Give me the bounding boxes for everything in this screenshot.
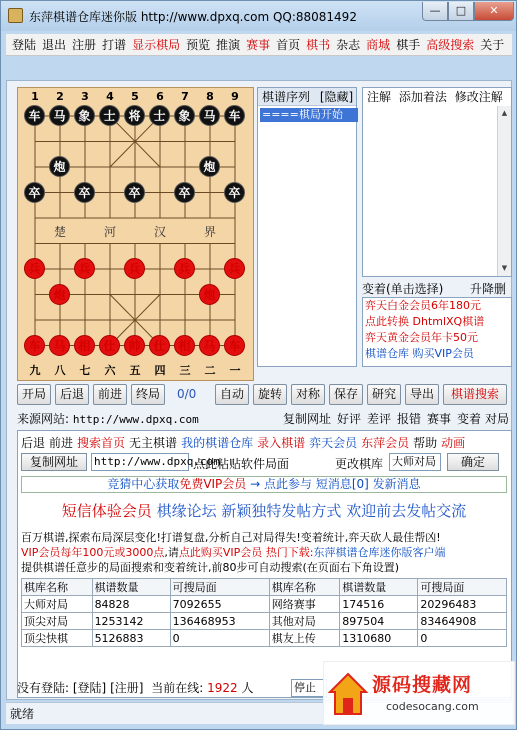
promo-forum[interactable]: 棋缘论坛 [156,502,217,520]
house-logo-icon [328,670,368,718]
red-piece[interactable]: 马 [49,335,70,356]
back-button[interactable]: 后退 [55,384,89,405]
maximize-button[interactable]: □ [448,2,474,21]
notice-free-vip[interactable]: 免费VIP会员 [179,477,247,491]
menu-item[interactable]: 显示棋局 [132,38,181,52]
comment-scrollbar[interactable] [497,106,511,276]
black-piece[interactable]: 马 [199,105,220,126]
copy-url-link[interactable]: 复制网址 [283,412,332,426]
web-link[interactable]: 我的棋谱仓库 [181,436,254,450]
red-piece[interactable]: 炮 [49,284,70,305]
black-piece[interactable]: 士 [149,105,170,126]
table-cell: 136468953 [170,613,269,630]
window-title: 东萍棋谱仓库迷你版 http://www.dpxq.com QQ:88081492 [29,10,357,24]
xiangqi-board[interactable] [17,87,254,381]
info-line-3: 提供棋谱任意步的局面搜索和变着统计,前80步可自动搜索(在页面右下角设置) [21,561,400,574]
online-count: 1922 [207,681,238,695]
red-piece[interactable]: 炮 [199,284,220,305]
web-link[interactable]: 弈天会员 [309,436,358,450]
column-number-bottom: 八 [54,364,66,377]
library-table [21,578,507,647]
not-logged-in: 没有登陆: [17,681,70,695]
web-link-row [21,434,469,451]
menu-item[interactable]: 高级搜索 [426,38,475,52]
river-text: 楚 [54,224,67,239]
table-header-cell: 棋谱数量 [92,579,170,596]
column-number-bottom: 一 [229,364,241,377]
red-piece[interactable]: 车 [224,335,245,356]
red-piece[interactable]: 仕 [99,335,120,356]
column-number-top: 8 [206,90,214,103]
black-piece[interactable]: 士 [99,105,120,126]
notice-join[interactable]: → 点此参与 [250,477,313,491]
notice-quiz[interactable]: 竞猜中心获取 [107,477,180,491]
good-review-link[interactable]: 好评 [337,412,362,426]
table-header-row [22,579,507,596]
column-number-top: 4 [106,90,114,103]
table-cell: 7092655 [170,596,269,613]
table-cell: 5126883 [92,630,170,647]
table-cell[interactable]: 其他对局 [269,613,340,630]
vip-please: ,请 [164,546,179,559]
report-error-link[interactable]: 报错 [397,412,422,426]
promo-post-style[interactable]: 新颖独特发帖方式 [221,502,342,520]
watermark-brand: 源码搜藏网 [372,674,473,696]
menu-item[interactable]: 棋书 [306,38,331,52]
web-link[interactable]: 东萍会员 [361,436,410,450]
scroll-up-icon[interactable]: ▲ [501,109,508,117]
game-link[interactable]: 对局 [485,412,510,426]
black-piece[interactable]: 炮 [49,156,70,177]
web-link[interactable]: 无主棋谱 [129,436,178,450]
red-piece[interactable]: 兵 [124,258,145,279]
table-header-cell: 棋库名称 [22,579,93,596]
column-number-bottom: 三 [179,364,191,377]
tab-add-move[interactable]: 添加着法 [398,90,447,104]
river-text: 汉 [154,224,167,239]
table-header-cell: 可搜局面 [418,579,507,596]
login-link[interactable]: [登陆] [72,681,107,695]
app-icon [8,8,23,23]
menu-item[interactable]: 赛事 [246,38,271,52]
move-sequence-selected[interactable]: ====棋局开始 [260,108,358,122]
status-bar: 就绪 [6,702,512,724]
table-cell[interactable]: 棋友上传 [269,630,340,647]
source-bar [17,410,512,428]
source-url[interactable]: http://www.dpxq.com [72,413,199,426]
notice-bar [21,476,507,493]
web-link[interactable]: 录入棋谱 [257,436,306,450]
red-piece[interactable]: 相 [74,335,95,356]
column-number-bottom: 六 [104,364,116,377]
watermark-domain: codesocang.com [386,700,479,713]
table-cell: 1310680 [340,630,418,647]
variation-list[interactable] [362,297,512,367]
change-library-label: 更改棋库 [335,457,384,471]
control-button-row [17,384,507,406]
bad-review-link[interactable]: 差评 [367,412,392,426]
move-sequence-header [258,88,356,106]
variation-title: 变着(单击选择) [362,282,444,296]
column-number-bottom: 九 [29,364,41,377]
black-piece[interactable]: 卒 [174,182,195,203]
download-client-link[interactable]: 东萍棋谱仓库迷你版客户端 [313,546,446,559]
variation-header [362,280,512,296]
menu-item[interactable]: 登陆 [12,38,37,52]
column-number-top: 2 [56,90,64,103]
source-label: 来源网站: [17,412,70,426]
save-button[interactable]: 保存 [329,384,363,405]
column-number-top: 9 [231,90,239,103]
url-row [21,453,507,473]
web-link[interactable]: 动画 [441,436,466,450]
black-piece[interactable]: 将 [124,105,145,126]
promo-sms-member[interactable]: 短信体验会员 [61,502,152,520]
promo-banner [21,497,507,525]
close-button[interactable]: ✕ [474,2,514,21]
column-number-bottom: 七 [79,364,91,377]
column-number-top: 1 [31,90,39,103]
vip-label: VIP会员 [21,546,61,559]
table-header-cell: 可搜局面 [170,579,269,596]
black-piece[interactable]: 卒 [224,182,245,203]
black-piece[interactable]: 车 [24,105,45,126]
auto-play-button[interactable]: 自动 [215,384,249,405]
notice-messages[interactable]: 短消息[0] [315,477,369,491]
menu-item[interactable]: 关于 [480,38,505,52]
column-number-bottom: 四 [154,364,166,377]
red-piece[interactable]: 兵 [24,258,45,279]
black-piece[interactable]: 卒 [24,182,45,203]
table-header-cell: 棋库名称 [269,579,340,596]
confirm-button[interactable]: 确定 [447,453,499,471]
black-piece[interactable]: 卒 [74,182,95,203]
rotate-button[interactable]: 旋转 [253,384,287,405]
move-counter: 0/0 [177,387,197,401]
menu-bar [6,34,512,56]
table-cell: 1253142 [92,613,170,630]
menu-item[interactable]: 棋手 [396,38,421,52]
red-piece[interactable]: 仕 [149,335,170,356]
red-piece[interactable]: 兵 [74,258,95,279]
research-button[interactable]: 研究 [367,384,401,405]
menu-item[interactable]: 打谱 [102,38,127,52]
tab-edit-comment[interactable]: 修改注解 [454,90,503,104]
red-piece[interactable]: 马 [199,335,220,356]
table-cell: 174516 [340,596,418,613]
variation-item[interactable]: 弈天白金会员6年180元 [365,299,481,312]
menu-item[interactable]: 退出 [42,38,67,52]
column-number-top: 6 [156,90,164,103]
url-input[interactable]: http://www.dpxq.com [91,453,189,471]
table-cell: 83464908 [418,613,507,630]
stop-select[interactable]: 停止 [291,679,327,697]
forward-button[interactable]: 前进 [93,384,127,405]
red-piece[interactable]: 兵 [174,258,195,279]
table-row[interactable] [22,596,507,613]
table-cell: 0 [170,630,269,647]
table-cell: 0 [418,630,507,647]
variation-item[interactable]: 弈天黄金会员年卡50元 [365,331,478,344]
watermark-logo [323,661,515,725]
promo-welcome[interactable]: 欢迎前去发帖交流 [346,502,467,520]
river-text: 界 [204,224,217,239]
main-client-area [6,80,512,700]
hot-download-label: 热门下载: [265,546,314,559]
column-number-bottom: 五 [129,364,141,377]
variation-link[interactable]: 变着 [457,412,482,426]
buy-vip-link[interactable]: 点此购买VIP会员 [178,546,263,559]
online-unit: 人 [241,681,254,695]
comment-panel [362,87,512,277]
scroll-down-icon[interactable]: ▼ [501,264,508,272]
hide-sequence-link[interactable]: [隐藏] [319,90,354,104]
menu-item[interactable]: 注册 [72,38,97,52]
menu-item[interactable]: 杂志 [336,38,361,52]
column-number-top: 7 [181,90,189,103]
table-cell[interactable]: 大师对局 [22,596,93,613]
minimize-button[interactable]: — [422,2,448,21]
web-panel [17,430,512,698]
table-cell: 84828 [92,596,170,613]
black-piece[interactable]: 象 [74,105,95,126]
info-line-1: 百万棋谱,探索布局深层变化!打谱复盘,分析自己对局得失!变着统计,弈天砍人最佳帮凶! [21,531,441,544]
web-link[interactable]: 搜索首页 [77,436,126,450]
toolbar-area [6,57,512,79]
menu-item[interactable]: 推演 [216,38,241,52]
black-piece[interactable]: 马 [49,105,70,126]
title-bar[interactable] [1,1,516,31]
export-button[interactable]: 导出 [405,384,439,405]
copy-url-button[interactable]: 复制网址 [21,453,87,471]
column-number-top: 5 [131,90,139,103]
table-cell: 897504 [340,613,418,630]
web-link[interactable]: 前进 [49,436,74,450]
online-label: 当前在线: [151,681,204,695]
comment-tabs [363,88,511,106]
info-line-2 [21,544,446,560]
black-piece[interactable]: 炮 [199,156,220,177]
red-piece[interactable]: 兵 [224,258,245,279]
move-sequence-panel [257,87,357,367]
variation-item[interactable]: 棋谱仓库 购买VIP会员 [365,347,474,360]
mirror-button[interactable]: 对称 [291,384,325,405]
web-link[interactable]: 后退 [21,436,46,450]
register-link[interactable]: [注册] [110,681,144,695]
table-cell[interactable]: 网络赛事 [269,596,340,613]
table-header-cell: 棋谱数量 [340,579,418,596]
end-game-button[interactable]: 终局 [131,384,165,405]
black-piece[interactable]: 车 [224,105,245,126]
notice-new-message[interactable]: 发新消息 [372,477,421,491]
river-text: 河 [104,224,117,239]
table-cell[interactable]: 顶尖快棋 [22,630,93,647]
table-cell: 20296483 [418,596,507,613]
move-sequence-title: 棋谱序列 [262,90,311,104]
match-link[interactable]: 赛事 [427,412,452,426]
menu-item[interactable]: 商城 [366,38,391,52]
web-link[interactable]: 帮助 [413,436,438,450]
library-select[interactable]: 大师对局 [389,453,441,471]
tab-comment[interactable]: 注解 [367,90,392,104]
red-piece[interactable]: 车 [24,335,45,356]
column-number-top: 3 [81,90,89,103]
open-game-button[interactable]: 开局 [17,384,51,405]
search-game-button[interactable]: 棋谱搜索 [443,384,507,405]
table-cell[interactable]: 顶尖对局 [22,613,93,630]
red-piece[interactable]: 帅 [124,335,145,356]
variation-delete[interactable]: 升降删 [469,282,506,296]
paste-position-link[interactable]: 点此粘贴软件局面 [193,457,290,471]
column-number-bottom: 二 [204,364,216,377]
table-row[interactable] [22,613,507,630]
red-piece[interactable]: 相 [174,335,195,356]
black-piece[interactable]: 卒 [124,182,145,203]
menu-item[interactable]: 预览 [186,38,211,52]
black-piece[interactable]: 象 [174,105,195,126]
variation-item[interactable]: 点此转换 DhtmlXQ棋谱 [365,315,485,328]
menu-item[interactable]: 首页 [276,38,301,52]
vip-price: 每年100元或3000点 [60,546,165,559]
table-row[interactable] [22,630,507,647]
